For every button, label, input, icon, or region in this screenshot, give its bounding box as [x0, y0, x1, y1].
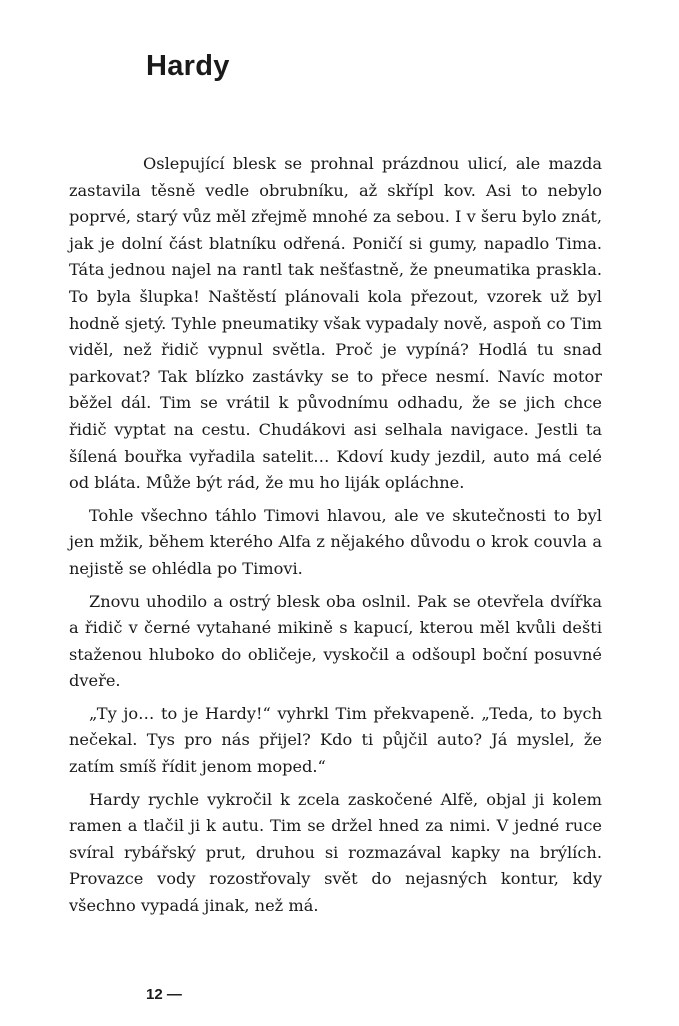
chapter-body [69, 151, 602, 926]
paragraph: Oslepující blesk se prohnal prázdnou ulicí, ale mazda zastavila těsně vedle obrubníku, až skřípl kov. Asi to nebylo poprvé, starý vůz měl zřejmě mnohé za sebou. I v šeru bylo znát, jak je dolní část blatníku odřená. Poničí si gumy, napadlo Tima. Táta jednou najel na rantl tak nešťastně, že pneumatika praskla. To byla šlupka! Naštěstí plánovali kola přezout, vzorek už byl hodně sjetý. Tyhle pneumatiky však vypadaly nově, aspoň co Tim viděl, než řidič vypnul světla. Proč je vypíná? Hodlá tu snad parkovat? Tak blízko zastávky se to přece nesmí. Navíc motor běžel dál. Tim se vrátil k původnímu odhadu, že se jich chce řidič vyptat na cestu. Chudákovi asi selhala navigace. Jestli ta šílená bouřka vyřadila satelit… Kdoví kudy jezdil, auto má celé od bláta. Může být rád, že mu ho liják opláchne. [69, 154, 602, 493]
page-number: 12 — [146, 986, 182, 1003]
paragraph: „Ty jo… to je Hardy!“ vyhrkl Tim překvapeně. „Teda, to bych nečekal. Tys pro nás přijel? Kdo ti půjčil auto? Já myslel, že zatím smíš řídit jenom moped.“ [69, 703, 602, 777]
paragraph: Tohle všechno táhlo Timovi hlavou, ale ve skutečnosti to byl jen mžik, během kterého Alfa z nějakého důvodu o krok couvla a nejistě se ohlédla po Timovi. [69, 505, 602, 578]
paragraph: Hardy rychle vykročil k zcela zaskočené Alfě, objal ji kolem ramen a tlačil ji k autu. Tim se držel hned za nimi. V jedné ruce svíral rybářský prut, druhou si rozmazával kapky na brýlích. Provazce vody rozostřovaly svět do nejasných kontur, kdy všechno vypadá jinak, než má. [69, 789, 602, 916]
paragraph: Znovu uhodilo a ostrý blesk oba oslnil. Pak se otevřela dvířka a řidič v černé vytahané mikině s kapucí, kterou měl kvůli dešti staženou hluboko do obličeje, vyskočil a odšoupl boční posuvné dveře. [69, 591, 602, 691]
chapter-title: Hardy [146, 50, 230, 82]
